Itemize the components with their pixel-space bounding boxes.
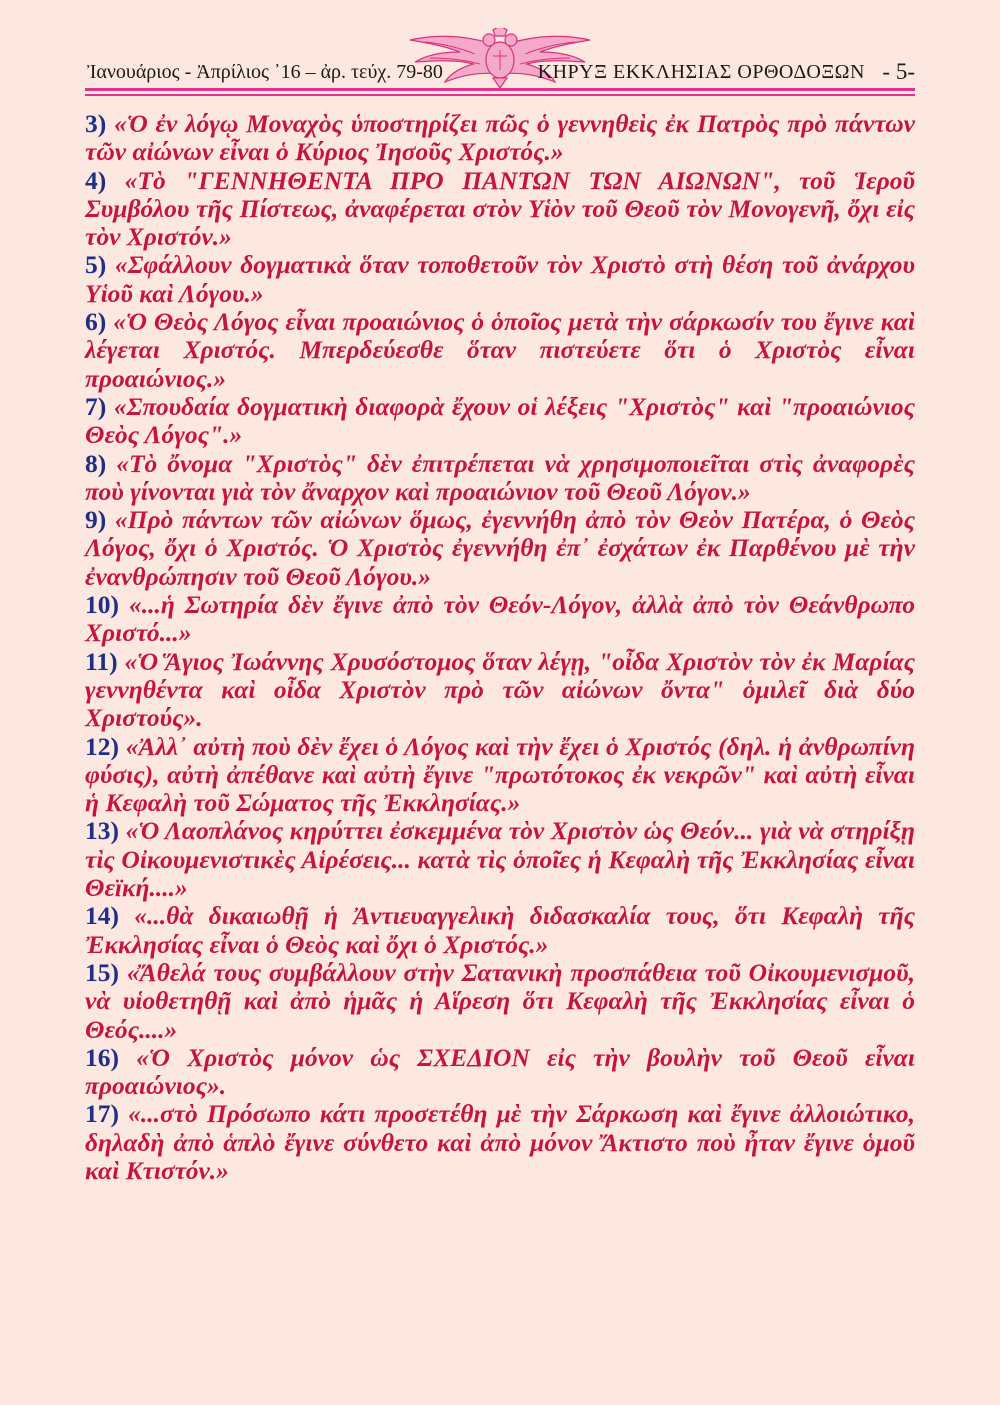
list-item [85,817,915,902]
item-quote: «Ἀλλ᾿ αὐτὴ ποὺ δὲν ἔχει ὁ Λόγος καὶ τὴν ἔχει ὁ Χριστός (δηλ. ἡ ἀνθρωπίνη φύσις), αὐτὴ ἀπέθανε καὶ αὐτὴ ἔγινε "πρωτότοκος ἐκ νεκρῶν" καὶ αὐτὴ εἶναι ἡ Κεφαλὴ τοῦ Σώματος τῆς Ἐκκλησίας.» [85,731,915,818]
list-item [85,902,915,959]
list-item [85,393,915,450]
item-quote: «Σπουδαία δογματικὴ διαφορὰ ἔχουν οἱ λέξεις "Χριστὸς" καὶ "προαιώνιος Θεὸς Λόγος".» [85,391,915,450]
list-item [85,1100,915,1185]
item-number: 6) [85,307,107,337]
item-number: 7) [85,391,107,421]
item-number: 4) [85,165,107,195]
list-item [85,733,915,818]
item-quote: «...θὰ δικαιωθῇ ἡ Ἀντιευαγγελικὴ διδασκαλία τους, ὅτι Κεφαλὴ τῆς Ἐκκλησίας εἶναι ὁ Θεὸς καὶ ὄχι ὁ Χριστός.» [85,901,915,959]
list-item [85,1044,915,1101]
item-quote: «Τὸ ὄνομα "Χριστὸς" δὲν ἐπιτρέπεται νὰ χρησιμοποιεῖται στὶς ἀναφορὲς ποὺ γίνονται γιὰ τὸν ἄναρχον καὶ προαιώνιον τοῦ Θεοῦ Λόγον.» [85,448,916,506]
list-item [85,450,915,507]
item-number: 3) [85,109,107,138]
page-header [85,28,915,94]
item-number: 9) [85,505,107,535]
list-item [85,959,915,1044]
item-number: 16) [85,1042,119,1072]
item-number: 8) [85,448,107,478]
item-quote: «Ὁ ἐν λόγῳ Μοναχὸς ὑποστηρίζει πῶς ὁ γεννηθεὶς ἐκ Πατρὸς πρὸ πάντων τῶν αἰώνων εἶναι ὁ Κύριος Ἰησοῦς Χριστός.» [85,109,915,167]
item-number: 14) [85,901,119,931]
item-quote: «Ὁ Θεὸς Λόγος εἶναι προαιώνιος ὁ ὁποῖος μετὰ τὴν σάρκωσίν του ἔγινε καὶ λέγεται Χριστός. Μπερδεύεσθε ὅταν πιστεύετε ὅτι ὁ Χριστὸς εἶναι προαιώνιος.» [85,307,916,393]
item-number: 10) [85,590,119,620]
list-item [85,251,915,308]
quote-list [85,110,915,1185]
item-number: 11) [85,646,118,676]
item-number: 5) [85,250,107,280]
issue-date: Ἰανουάριος - Ἀπρίλιος ᾿16 – ἀρ. τεύχ. 79-80 [87,61,443,83]
list-item [85,167,915,252]
item-number: 17) [85,1099,119,1129]
item-number: 13) [85,816,119,846]
item-quote: «...ἡ Σωτηρία δὲν ἔγινε ἀπὸ τὸν Θεόν-Λόγον, ἀλλὰ ἀπὸ τὸν Θεάνθρωπο Χριστό...» [85,590,915,648]
list-item [85,308,915,393]
item-number: 12) [85,731,119,761]
list-item [85,648,915,733]
header-rule-thin [85,94,915,96]
item-quote: «Ὁ Ἅγιος Ἰωάννης Χρυσόστομος ὅταν λέγῃ, "οἶδα Χριστὸν τὸν ἐκ Μαρίας γεννηθέντα καὶ οἶδα Χριστὸν πρὸ τῶν αἰώνων ὄντα" ὁμιλεῖ διὰ δύο Χριστούς». [85,646,916,733]
header-rule [85,88,915,91]
item-number: 15) [85,957,119,987]
item-quote: «Τὸ "ΓΕΝΝΗΘΕΝΤΑ ΠΡΟ ΠΑΝΤΩΝ ΤΩΝ ΑΙΩΝΩΝ", τοῦ Ἱεροῦ Συμβόλου τῆς Πίστεως, ἀναφέρεται στὸν Υἱὸν τοῦ Θεοῦ τὸν Μονογενῆ, ὄχι εἰς τὸν Χριστόν.» [85,165,915,252]
item-quote: «Σφάλλουν δογματικὰ ὅταν τοποθετοῦν τὸν Χριστὸ στὴ θέση τοῦ ἀνάρχου Υἱοῦ καὶ Λόγου.» [85,250,916,308]
item-quote: «...στὸ Πρόσωπο κάτι προσετέθη μὲ τὴν Σάρκωση καὶ ἔγινε ἀλλοιώτικο, δηλαδὴ ἀπὸ ἁπλὸ ἔγινε σύνθετο καὶ ἀπὸ μόνον Ἄκτιστο ποὺ ἦταν ἔγινε ὁμοῦ καὶ Κτιστόν.» [85,1099,915,1185]
item-quote: «Πρὸ πάντων τῶν αἰώνων ὅμως, ἐγεννήθη ἀπὸ τὸν Θεὸν Πατέρα, ὁ Θεὸς Λόγος, ὄχι ὁ Χριστός. Ὁ Χριστὸς ἐγεννήθη ἐπ᾿ ἐσχάτων ἐκ Παρθένου μὲ τὴν ἐνανθρώπησιν τοῦ Θεοῦ Λόγου.» [85,505,915,591]
publication-title: ΚΗΡΥΞ ΕΚΚΛΗΣΙΑΣ ΟΡΘΟΔΟΞΩΝ [537,61,865,83]
item-quote: «Ὁ Χριστὸς μόνον ὡς ΣΧΕΔΙΟΝ εἰς τὴν βουλὴν τοῦ Θεοῦ εἶναι προαιώνιος». [85,1042,915,1101]
list-item [85,591,915,648]
list-item [85,110,915,167]
item-quote: «Ἄθελά τους συμβάλλουν στὴν Σατανικὴ προσπάθεια τοῦ Οἰκουμενισμοῦ, νὰ υἱοθετηθῇ καὶ ἀπὸ ἡμᾶς ἡ Αἵρεση ὅτι Κεφαλὴ τῆς Ἐκκλησίας εἶναι ὁ Θεός....» [85,957,916,1044]
page-number: - 5- [882,59,915,84]
item-quote: «Ὁ Λαοπλάνος κηρύττει ἐσκεμμένα τὸν Χριστὸν ὡς Θεόν... γιὰ νὰ στηρίξῃ τὶς Οἰκουμενιστικὲς Αἱρέσεις... κατὰ τὶς ὁποῖες ἡ Κεφαλὴ τῆς Ἐκκλησίας εἶναι Θεϊκή....» [85,816,915,903]
list-item [85,506,915,591]
